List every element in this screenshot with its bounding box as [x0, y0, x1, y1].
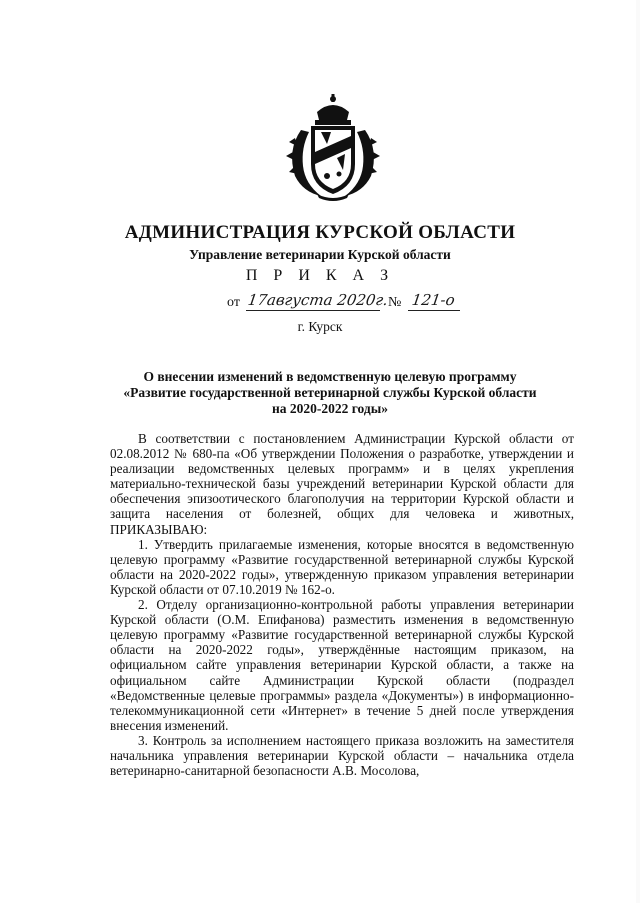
title-line-2: «Развитие государственной ветеринарной службы Курской области [123, 385, 537, 401]
date-underline [246, 310, 380, 311]
item-2-paragraph: 2. Отделу организационно-контрольной работы управления ветеринарии Курской области (О.М. Епифанова) разместить изменения в ведомственную целевую программу «Развитие государственной ветеринарной службы Курской области на 2020-2022 годы», утверждённые настоящим приказом, на официальном сайте управления ветеринарии Курской области, а также на официальном сайте Администрации Курской области (подраздел «Ведомственные целевые программы» раздела «Документы») в информационно-телекоммуникационной сети «Интернет» в течение 5 дней после утверждения внесения изменений. [110, 597, 574, 733]
organization-name: АДМИНИСТРАЦИЯ КУРСКОЙ ОБЛАСТИ [124, 222, 516, 243]
number-underline [408, 310, 460, 311]
intro-paragraph: В соответствии с постановлением Администрации Курской области от 02.08.2012 № 680-па «Об утверждении Положения о разработке, утверждении и реализации ведомственных целевых программ» и в целях укрепления материально-технической базы учреждений ветеринарии Курской области для обеспечения эпизоотического благополучия на территории Курской области и защита населения от болезней, общих для человека и животных, ПРИКАЗЫВАЮ: [110, 431, 574, 537]
date-number-line [222, 292, 462, 316]
number-prefix: № [388, 295, 402, 310]
title-line-3: на 2020-2022 годы» [271, 401, 389, 417]
city-name: г. Курск [297, 319, 343, 334]
title-line-1: О внесении изменений в ведомственную целевую программу [143, 369, 517, 384]
item-1-paragraph: 1. Утвердить прилагаемые изменения, которые вносятся в ведомственную целевую программу «Развитие государственной ветеринарной службы Курской области на 2020-2022 годы», утвержденную приказом управления ветеринарии Курской области от 07.10.2019 № 162-о. [110, 536, 574, 597]
handwritten-date: 17августа 2020г. [246, 291, 390, 309]
handwritten-number: 121-о [410, 291, 456, 309]
department-name: Управление ветеринарии Курской области [189, 247, 451, 262]
order-body [110, 431, 574, 778]
item-3-paragraph: 3. Контроль за исполнением настоящего приказа возложить на заместителя начальника управления ветеринарии Курской области – начальника отдела ветеринарно-санитарной безопасности А.В. Мосолова, [110, 732, 574, 779]
date-prefix: от [227, 295, 240, 310]
document-type: П Р И К А З [245, 267, 395, 284]
coat-of-arms-icon [281, 92, 385, 202]
order-title [110, 369, 550, 418]
scan-edge [636, 0, 640, 903]
